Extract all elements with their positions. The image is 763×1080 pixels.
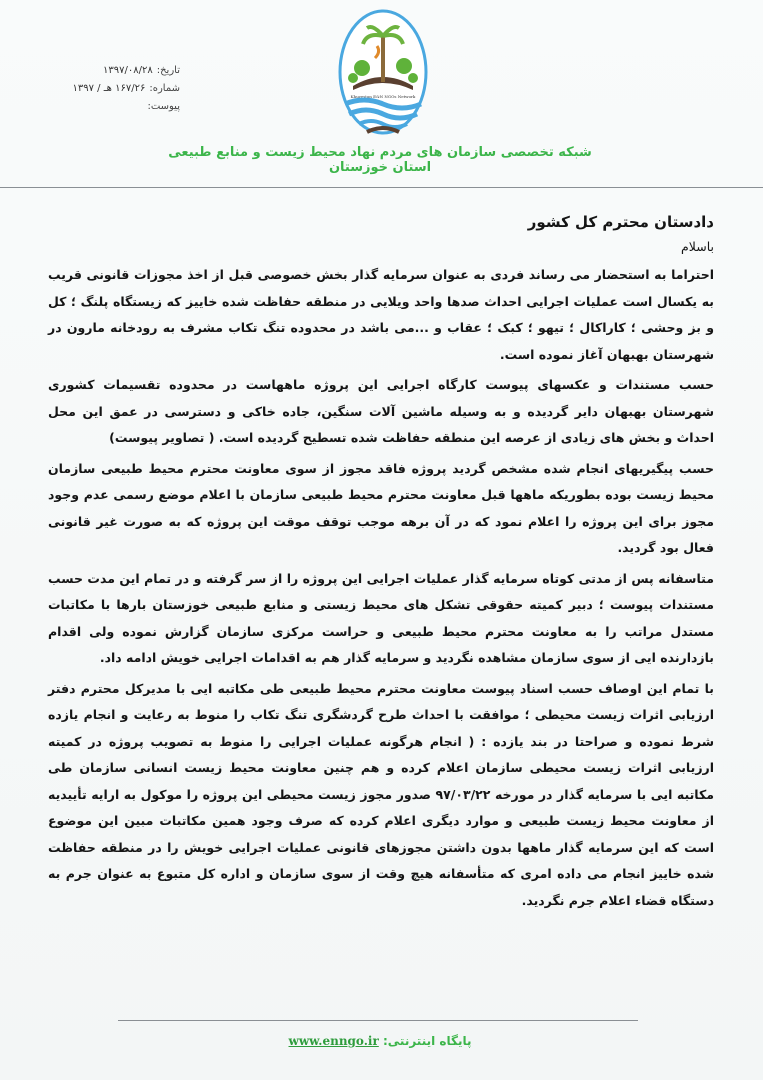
addressee: دادستان محترم کل کشور: [527, 213, 714, 231]
footer: [200, 1034, 560, 1048]
logo-emblem-icon: [337, 8, 429, 136]
website-link[interactable]: www.enngo.ir: [288, 1034, 379, 1048]
greeting: باسلام: [681, 239, 714, 254]
number-label: شماره:: [149, 83, 180, 94]
letter-meta: [60, 62, 180, 116]
letter-body: [48, 212, 714, 918]
footer-divider: [118, 1020, 638, 1021]
number-row: [60, 80, 180, 98]
paragraph: متاسفانه پس از مدتی کوتاه سرمایه گذار عملیات اجرایی این پروژه را از سر گرفته و در تمام این مدت حسب مستندات پیوست ؛ دبیر کمیته حقوقی تشکل های محیط زیستی و منابع طبیعی خوزستان بارها با مکاتبات مستدل مراتب را به معاونت محترم محیط طبیعی و حراست مرکزی سازمان گزارش نموده ولی اقدام بازدارنده ایی از سوی سازمان مشاهده نگردید و سرمایه گذار هم به اقدامات اجرایی خویش ادامه داد.: [48, 570, 714, 665]
organization-logo: [337, 8, 429, 136]
attachment-row: [60, 98, 180, 116]
paragraph: حسب مستندات و عکسهای پیوست کارگاه اجرایی این پروژه ماههاست در محدوده تقسیمات کشوری شهرستان بهبهان دایر گردیده و به وسیله ماشین آلات سنگین، جاده خاکی و دسترسی در عمق این محل احداث و بخش های زیادی از عرصه این منطقه حفاظت شده تسطیح گردیده است. ( تصاویر پیوست): [48, 377, 714, 445]
header-divider: [0, 187, 763, 188]
date-label: تاریخ:: [156, 65, 180, 76]
website-label: پایگاه اینترنتی:: [382, 1034, 472, 1048]
paragraph: احتراما به استحضار می رساند فردی به عنوان سرمایه گذار بخش خصوصی قبل از اخذ مجوزات قانونی قریب به یکسال است عملیات اجرایی احداث صدها واحد ویلایی در منطقه حفاظت شده خاییز که زیستگاه پلنگ ؛ کل و بز وحشی ؛ کاراکال ؛ تیهو ؛ کبک ؛ عقاب و ...می باشد در محدوده تنگ تکاب مشرف به رودخانه مارون در شهرستان بهبهان آغاز نموده است.: [48, 267, 714, 362]
date-value: ۱۳۹۷/۰۸/۲۸: [103, 65, 153, 76]
attachment-label: پیوست:: [147, 101, 180, 112]
date-row: [60, 62, 180, 80]
logo-text: Khuzestan E&N NGOs Network: [350, 94, 416, 99]
organization-subtitle: شبکه تخصصی سازمان های مردم نهاد محیط زیست و منابع طبیعی استان خوزستان: [168, 145, 592, 175]
number-value: ۱۶۷/۲۶ هـ / ۱۳۹۷: [72, 83, 146, 94]
paragraph: با تمام این اوصاف حسب اسناد پیوست معاونت محترم محیط طبیعی طی مکاتبه ایی با مدیرکل محترم دفتر ارزیابی اثرات زیست محیطی ؛ موافقت با احداث طرح گردشگری تنگ تکاب را منوط به رعایت و انجام یازده شرط نموده و صراحتا در بند یازده : ( انجام هرگونه عملیات اجرایی را منوط به تصویب پروژه در کمیته ارزیابی اثرات زیست محیطی سازمان اعلام کرده و هم چنین معاونت محیط زیست انسانی سازمان طی مکاتبه ایی با سرمایه گذار در مورخه ۹۷/۰۳/۲۲ صدور مجوز زیست محیطی این پروژه را موکول به ارایه تأییدیه از معاونت محیط زیست طبیعی و موارد دیگری اعلام کرده که صرف وجود همین مکاتبات مبین این موضوع است که این سرمایه گذار ماهها بدون داشتن مجوزهای قانونی عملیات اجرایی خویش را در منطقه حفاظت شده خاییز انجام می داده امری که متأسفانه هیچ وقت از سوی سازمان و اداره کل متبوع به عنوان جرم به دستگاه قضاء اعلام جرم نگردید.: [48, 680, 714, 908]
paragraph: حسب پیگیریهای انجام شده مشخص گردید پروژه فاقد مجوز از سوی معاونت محترم محیط طبیعی سازمان محیط زیست بوده بطوریکه ماهها قبل معاونت محترم محیط طبیعی سازمان با اعلام موضع رسمی عدم وجود مجوز برای این پروژه را اعلام نمود که در آن برهه موجب توقف موقت این پروژه که به صورت غیر قانونی فعال بود گردید.: [48, 460, 714, 555]
